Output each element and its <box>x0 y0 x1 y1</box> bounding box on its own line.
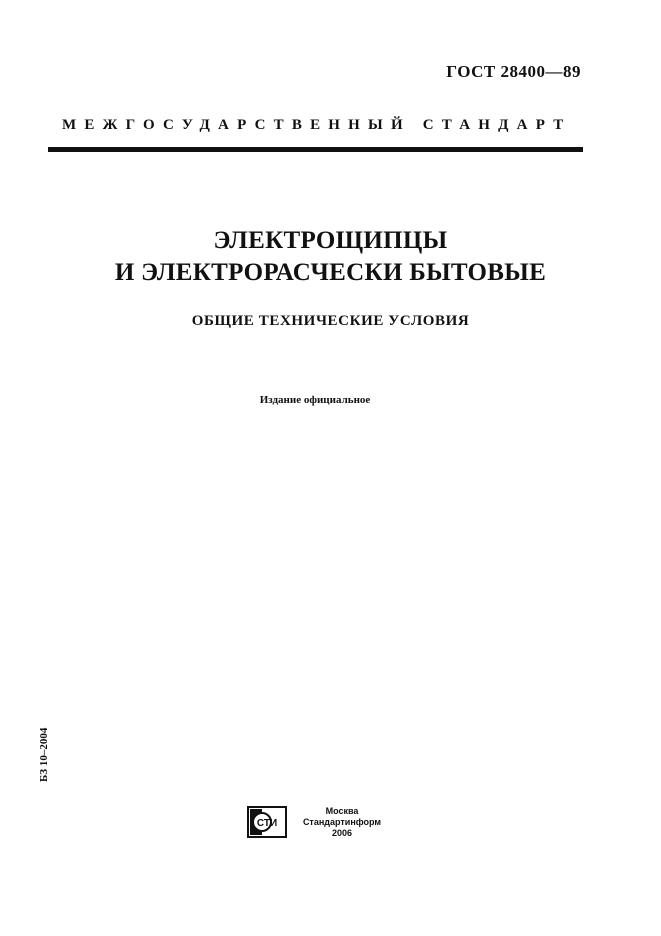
edition-label: Издание официальное <box>259 394 371 406</box>
side-code: БЗ 10–2004 <box>38 727 50 782</box>
title-line-1: ЭЛЕКТРОЩИПЦЫ <box>213 227 448 254</box>
publisher-city: Москва <box>325 806 359 816</box>
standard-type-header: МЕЖГОСУДАРСТВЕННЫЙ СТАНДАРТ <box>62 117 572 133</box>
document-subtitle: ОБЩИЕ ТЕХНИЧЕСКИЕ УСЛОВИЯ <box>191 313 470 329</box>
header-rule <box>48 147 583 152</box>
document-title <box>0 225 661 289</box>
document-number: ГОСТ 28400—89 <box>446 62 581 81</box>
standartinform-logo-icon <box>247 806 287 838</box>
publisher-name: Стандартинформ <box>302 817 382 827</box>
publisher-year: 2006 <box>331 828 353 838</box>
logo-text: СТИ <box>256 818 278 829</box>
title-line-2: И ЭЛЕКТРОРАСЧЕСКИ БЫТОВЫЕ <box>114 259 547 286</box>
publisher-block <box>296 806 388 839</box>
